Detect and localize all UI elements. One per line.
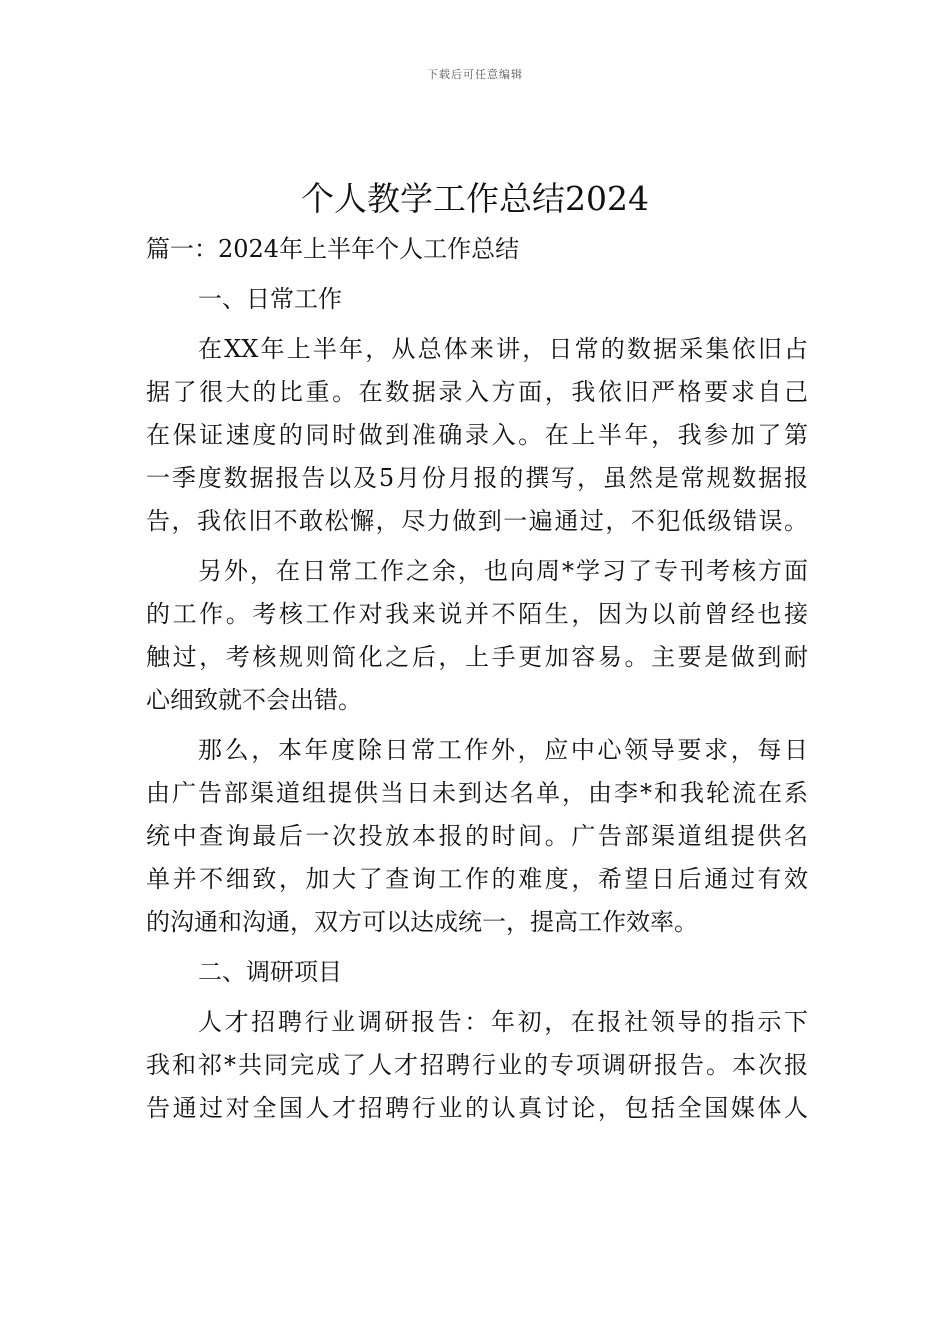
paragraph-line: 那么，本年度除日常工作外，应中心领导要求，每日 [198, 736, 808, 764]
paragraph-line: 人才招聘行业调研报告：年初，在报社领导的指示下 [198, 1008, 808, 1036]
paragraph-line: 一季度数据报告以及5月份月报的撰写，虽然是常规数据报 [146, 464, 808, 492]
paragraph-line: 触过，考核规则简化之后，上手更加容易。主要是做到耐 [146, 643, 808, 671]
paragraph-line: 单并不细致，加大了查询工作的难度，希望日后通过有效 [146, 865, 808, 893]
paragraph-line: 我和祁*共同完成了人才招聘行业的专项调研报告。本次报 [146, 1051, 808, 1079]
paragraph-query-work [146, 729, 808, 944]
paragraph-line: 告通过对全国人才招聘行业的认真讨论，包括全国媒体人 [146, 1094, 808, 1122]
paragraph-daily-data [146, 328, 808, 543]
paragraph-line: 由广告部渠道组提供当日未到达名单，由李*和我轮流在系 [146, 779, 808, 807]
paragraph-line: 在XX年上半年，从总体来讲，日常的数据采集依旧占 [198, 335, 808, 363]
paragraph-recruitment-report [146, 1001, 808, 1130]
paragraph-line: 心细致就不会出错。 [146, 686, 362, 714]
header-note: 下载后可任意编辑 [427, 68, 523, 81]
paragraph-assessment [146, 550, 808, 722]
document-body [146, 228, 808, 1130]
part-heading: 篇一：2024年上半年个人工作总结 [146, 235, 520, 263]
paragraph-line: 告，我依旧不敢松懈，尽力做到一遍通过，不犯低级错误。 [146, 507, 808, 535]
document-title: 个人教学工作总结2024 [301, 179, 649, 218]
paragraph-line: 统中查询最后一次投放本报的时间。广告部渠道组提供名 [146, 822, 808, 850]
paragraph-line: 在保证速度的同时做到准确录入。在上半年，我参加了第 [146, 421, 808, 449]
paragraph-line: 的工作。考核工作对我来说并不陌生，因为以前曾经也接 [146, 600, 808, 628]
paragraph-line: 的沟通和沟通，双方可以达成统一，提高工作效率。 [146, 908, 698, 936]
section-heading-research: 二、调研项目 [198, 958, 342, 986]
paragraph-line: 另外，在日常工作之余，也向周*学习了专刊考核方面 [198, 557, 808, 585]
paragraph-line: 据了很大的比重。在数据录入方面，我依旧严格要求自己 [146, 378, 808, 406]
section-heading-daily-work: 一、日常工作 [198, 285, 342, 313]
